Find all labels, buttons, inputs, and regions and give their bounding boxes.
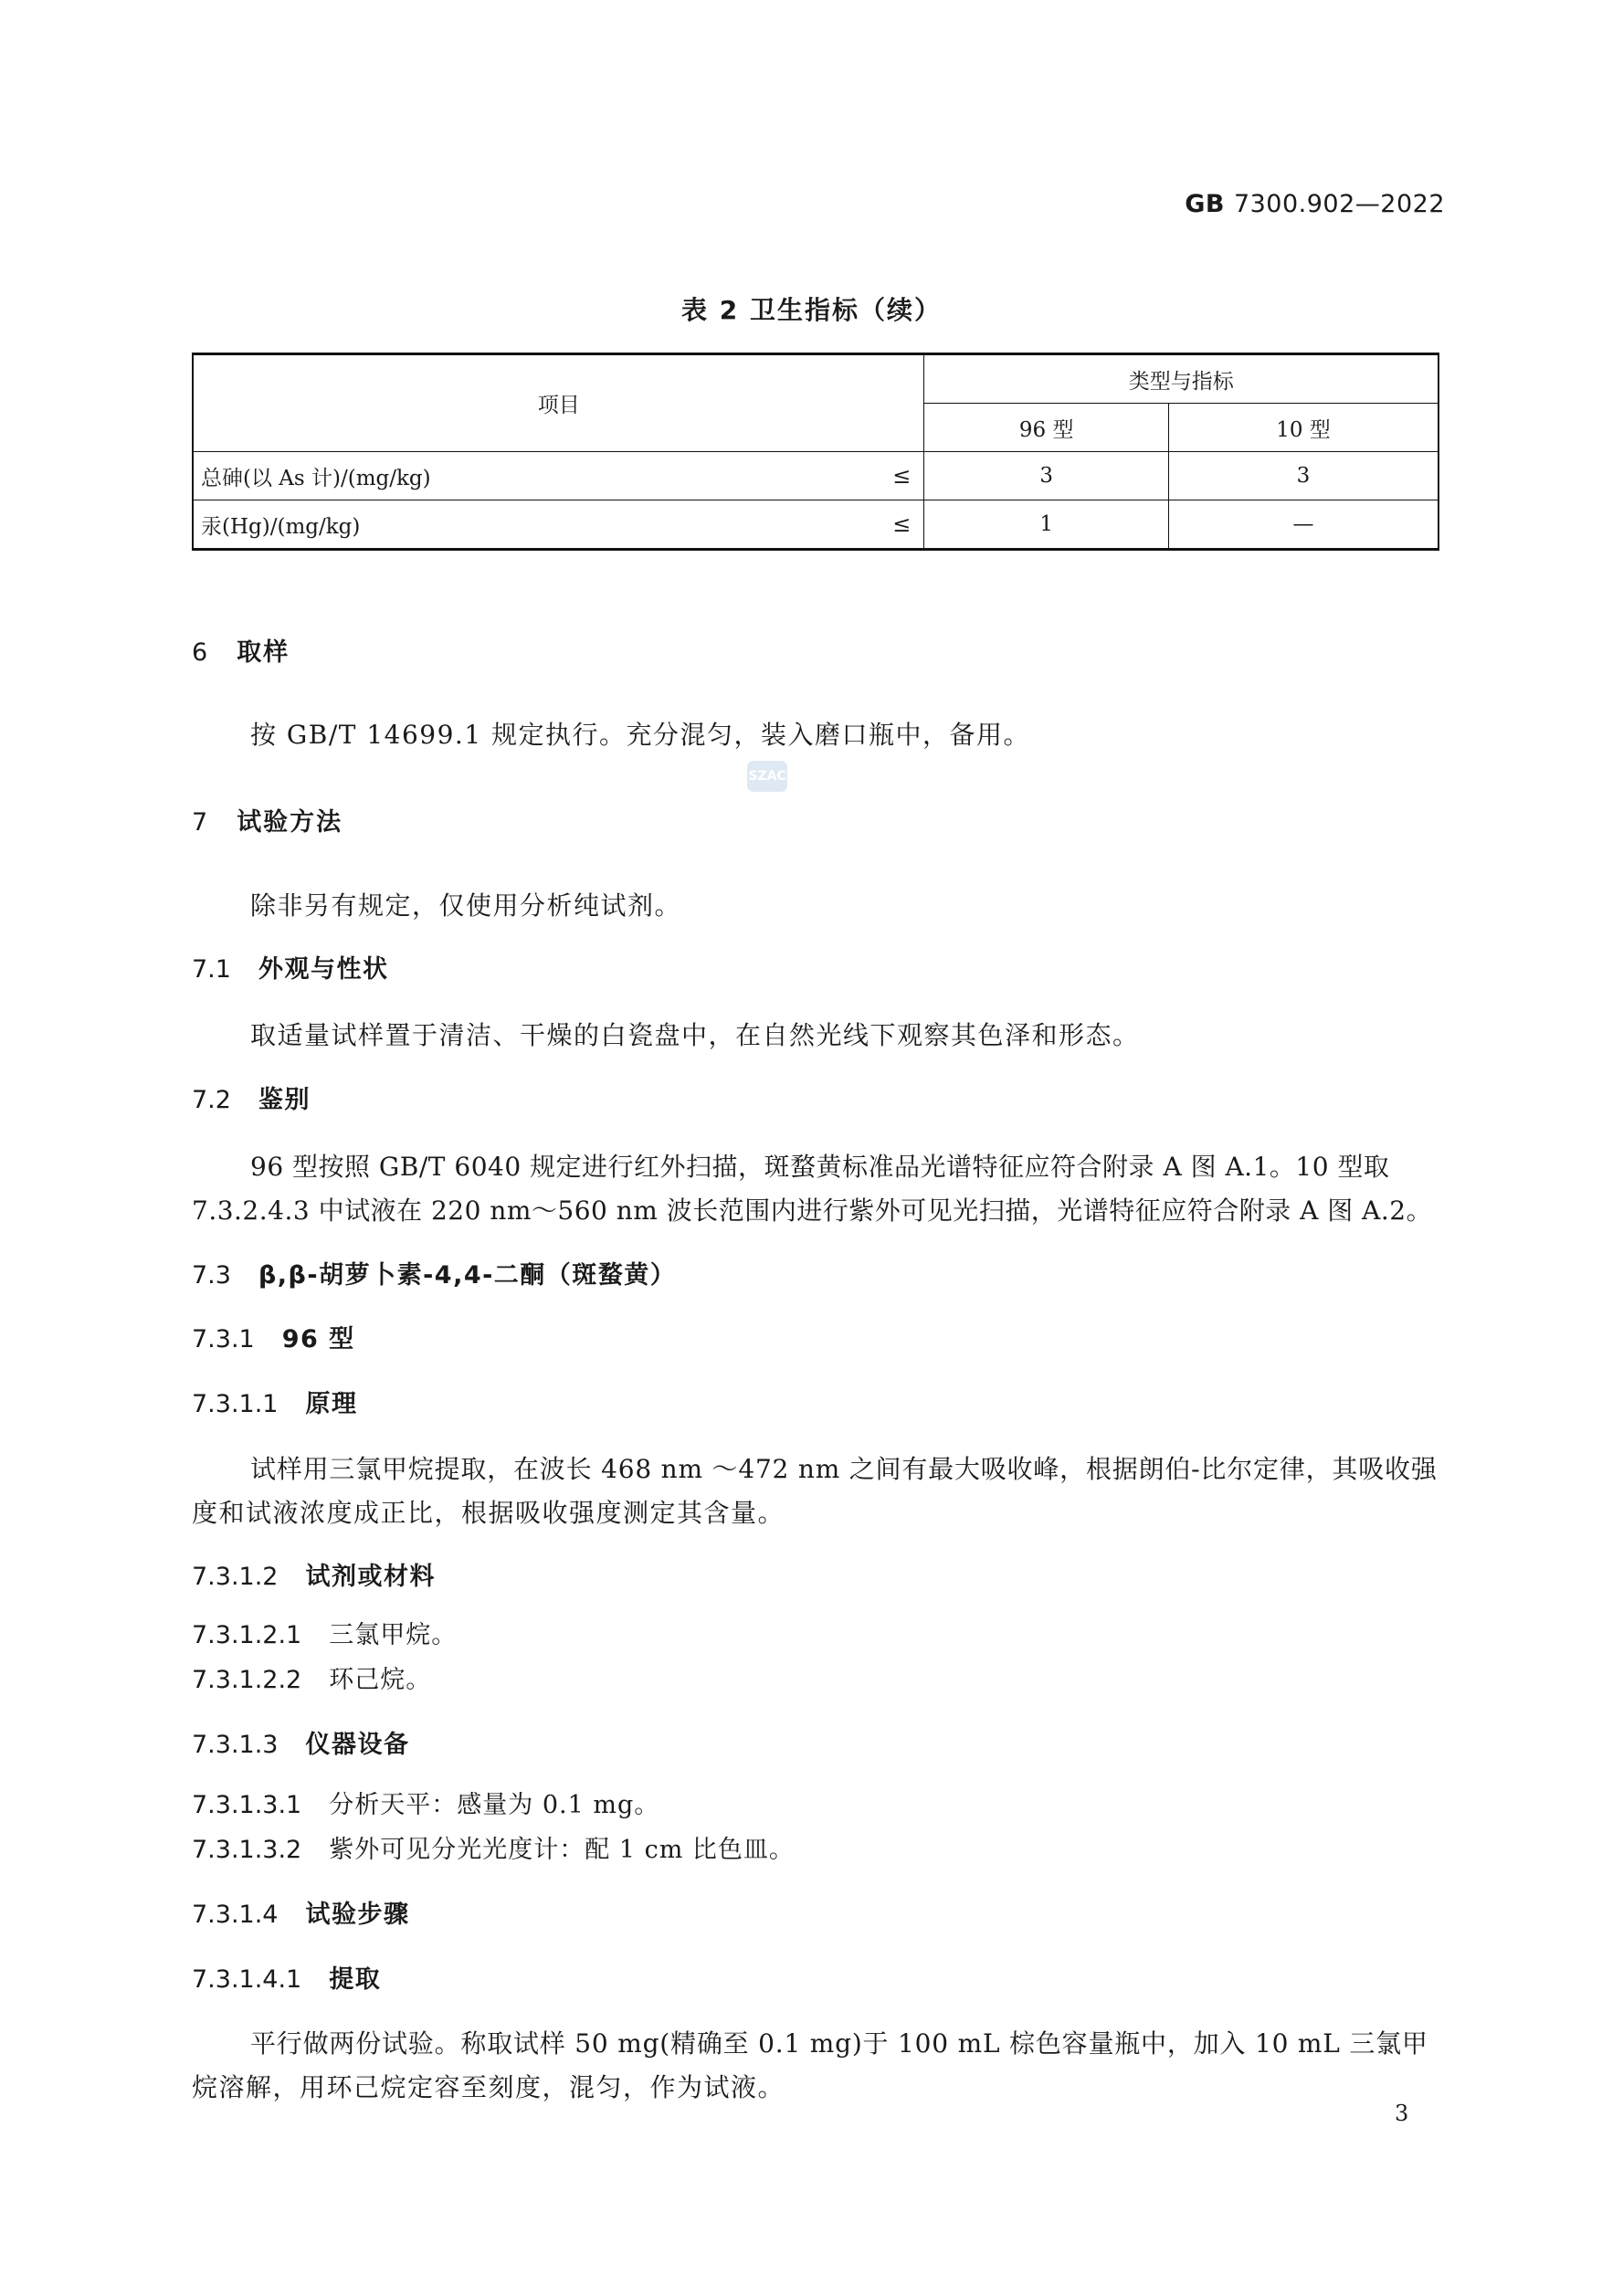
standard-code-number: 7300.902—2022: [1233, 190, 1445, 218]
section-number: 7.1: [192, 955, 231, 984]
section-6-heading: [192, 632, 290, 668]
header-type-index: 类型与指标: [924, 354, 1439, 404]
item-number: 7.3.1.3.2: [192, 1836, 302, 1864]
section-title: 96 型: [281, 1325, 355, 1353]
section-number: 7.3.1.4: [192, 1901, 279, 1929]
item-number: 7.3.1.2.1: [192, 1621, 302, 1649]
section-7-3-1-heading: [192, 1319, 355, 1354]
section-7-3-1-3-heading: [192, 1724, 409, 1760]
standard-code-prefix: GB: [1185, 190, 1225, 218]
section-7-2-paragraph-line2: 7.3.2.4.3 中试液在 220 nm～560 nm 波长范围内进行紫外可见光扫描，光谱特征应符合附录 A 图 A.2。: [192, 1195, 1433, 1226]
section-title: β,β-胡萝卜素-4,4-二酮（斑蝥黄）: [258, 1261, 677, 1290]
item-text: 紫外可见分光光度计：配 1 cm 比色皿。: [329, 1836, 795, 1864]
table-caption: 表 2 卫生指标（续）: [681, 295, 942, 325]
section-title: 提取: [329, 1965, 382, 1994]
row-value-96: 1: [924, 500, 1169, 550]
section-title: 鉴别: [258, 1086, 311, 1114]
table-row: [193, 500, 1439, 550]
row-value-10: —: [1168, 500, 1439, 550]
section-7-1-paragraph: 取适量试样置于清洁、干燥的白瓷盘中，在自然光线下观察其色泽和形态。: [250, 1020, 1140, 1050]
section-number: 7.3.1.4.1: [192, 1965, 302, 1994]
hygiene-index-table: [192, 353, 1439, 551]
item-text: 三氯甲烷。: [329, 1621, 458, 1649]
standard-code: [1185, 190, 1445, 218]
section-number: 7: [192, 808, 210, 837]
row-item-label: 总砷(以 As 计)/(mg/kg): [201, 466, 431, 490]
item-text: 环己烷。: [329, 1666, 432, 1694]
section-7-heading: [192, 802, 343, 837]
section-7-3-1-4-1-heading: [192, 1959, 381, 1995]
section-number: 7.3: [192, 1261, 231, 1290]
row-item-mercury: [193, 500, 924, 550]
header-type-96: 96 型: [924, 404, 1169, 452]
item-number: 7.3.1.2.2: [192, 1666, 302, 1694]
row-value-10: 3: [1168, 452, 1439, 500]
section-7-3-1-4-1-paragraph-line1: 平行做两份试验。称取试样 50 mg(精确至 0.1 mg)于 100 mL 棕色容量瓶中，加入 10 mL 三氯甲: [250, 2028, 1428, 2059]
section-6-paragraph: 按 GB/T 14699.1 规定执行。充分混匀，装入磨口瓶中，备用。: [250, 720, 1031, 750]
section-number: 7.2: [192, 1086, 231, 1114]
table-header-row: [193, 354, 1439, 404]
section-number: 7.3.1.3: [192, 1731, 279, 1759]
section-number: 7.3.1: [192, 1325, 255, 1353]
row-item-arsenic: [193, 452, 924, 500]
section-title: 原理: [305, 1390, 358, 1418]
section-7-paragraph: 除非另有规定，仅使用分析纯试剂。: [250, 890, 682, 921]
section-title: 取样: [237, 638, 290, 667]
list-item: [192, 1659, 431, 1695]
section-title: 试验步骤: [305, 1901, 410, 1929]
row-item-label: 汞(Hg)/(mg/kg): [201, 514, 361, 539]
section-title: 仪器设备: [305, 1731, 410, 1759]
section-7-3-heading: [192, 1255, 676, 1290]
list-item: [192, 1615, 457, 1650]
section-7-2-heading: [192, 1080, 311, 1115]
section-7-3-1-1-heading: [192, 1384, 357, 1419]
section-number: 7.3.1.2: [192, 1563, 279, 1591]
section-7-3-1-1-paragraph-line1: 试样用三氯甲烷提取，在波长 468 nm ～472 nm 之间有最大吸收峰，根据朗伯-比尔定律，其吸收强: [250, 1454, 1438, 1484]
section-7-3-1-4-1-paragraph-line2: 烷溶解，用环己烷定容至刻度，混匀，作为试液。: [192, 2072, 785, 2102]
list-item: [192, 1829, 795, 1865]
list-item: [192, 1785, 659, 1820]
item-number: 7.3.1.3.1: [192, 1791, 302, 1819]
header-type-10: 10 型: [1168, 404, 1439, 452]
header-item: 项目: [193, 354, 924, 452]
section-7-1-heading: [192, 949, 388, 985]
section-title: 试剂或材料: [305, 1563, 436, 1591]
section-title: 外观与性状: [258, 955, 389, 984]
row-value-96: 3: [924, 452, 1169, 500]
page-number: 3: [1395, 2101, 1409, 2126]
section-number: 6: [192, 638, 210, 667]
section-7-3-1-4-heading: [192, 1894, 409, 1930]
less-equal-sign: ≤: [892, 463, 912, 489]
section-title: 试验方法: [237, 808, 343, 837]
item-text: 分析天平：感量为 0.1 mg。: [329, 1791, 660, 1819]
section-7-3-1-1-paragraph-line2: 度和试液浓度成正比，根据吸收强度测定其含量。: [192, 1498, 785, 1528]
table-row: [193, 452, 1439, 500]
watermark-logo: SZAC: [747, 761, 787, 792]
section-number: 7.3.1.1: [192, 1390, 279, 1418]
section-7-2-paragraph-line1: 96 型按照 GB/T 6040 规定进行红外扫描，斑蝥黄标准品光谱特征应符合附录 A 图 A.1。10 型取: [250, 1152, 1390, 1182]
section-7-3-1-2-heading: [192, 1556, 436, 1592]
less-equal-sign: ≤: [892, 511, 912, 537]
